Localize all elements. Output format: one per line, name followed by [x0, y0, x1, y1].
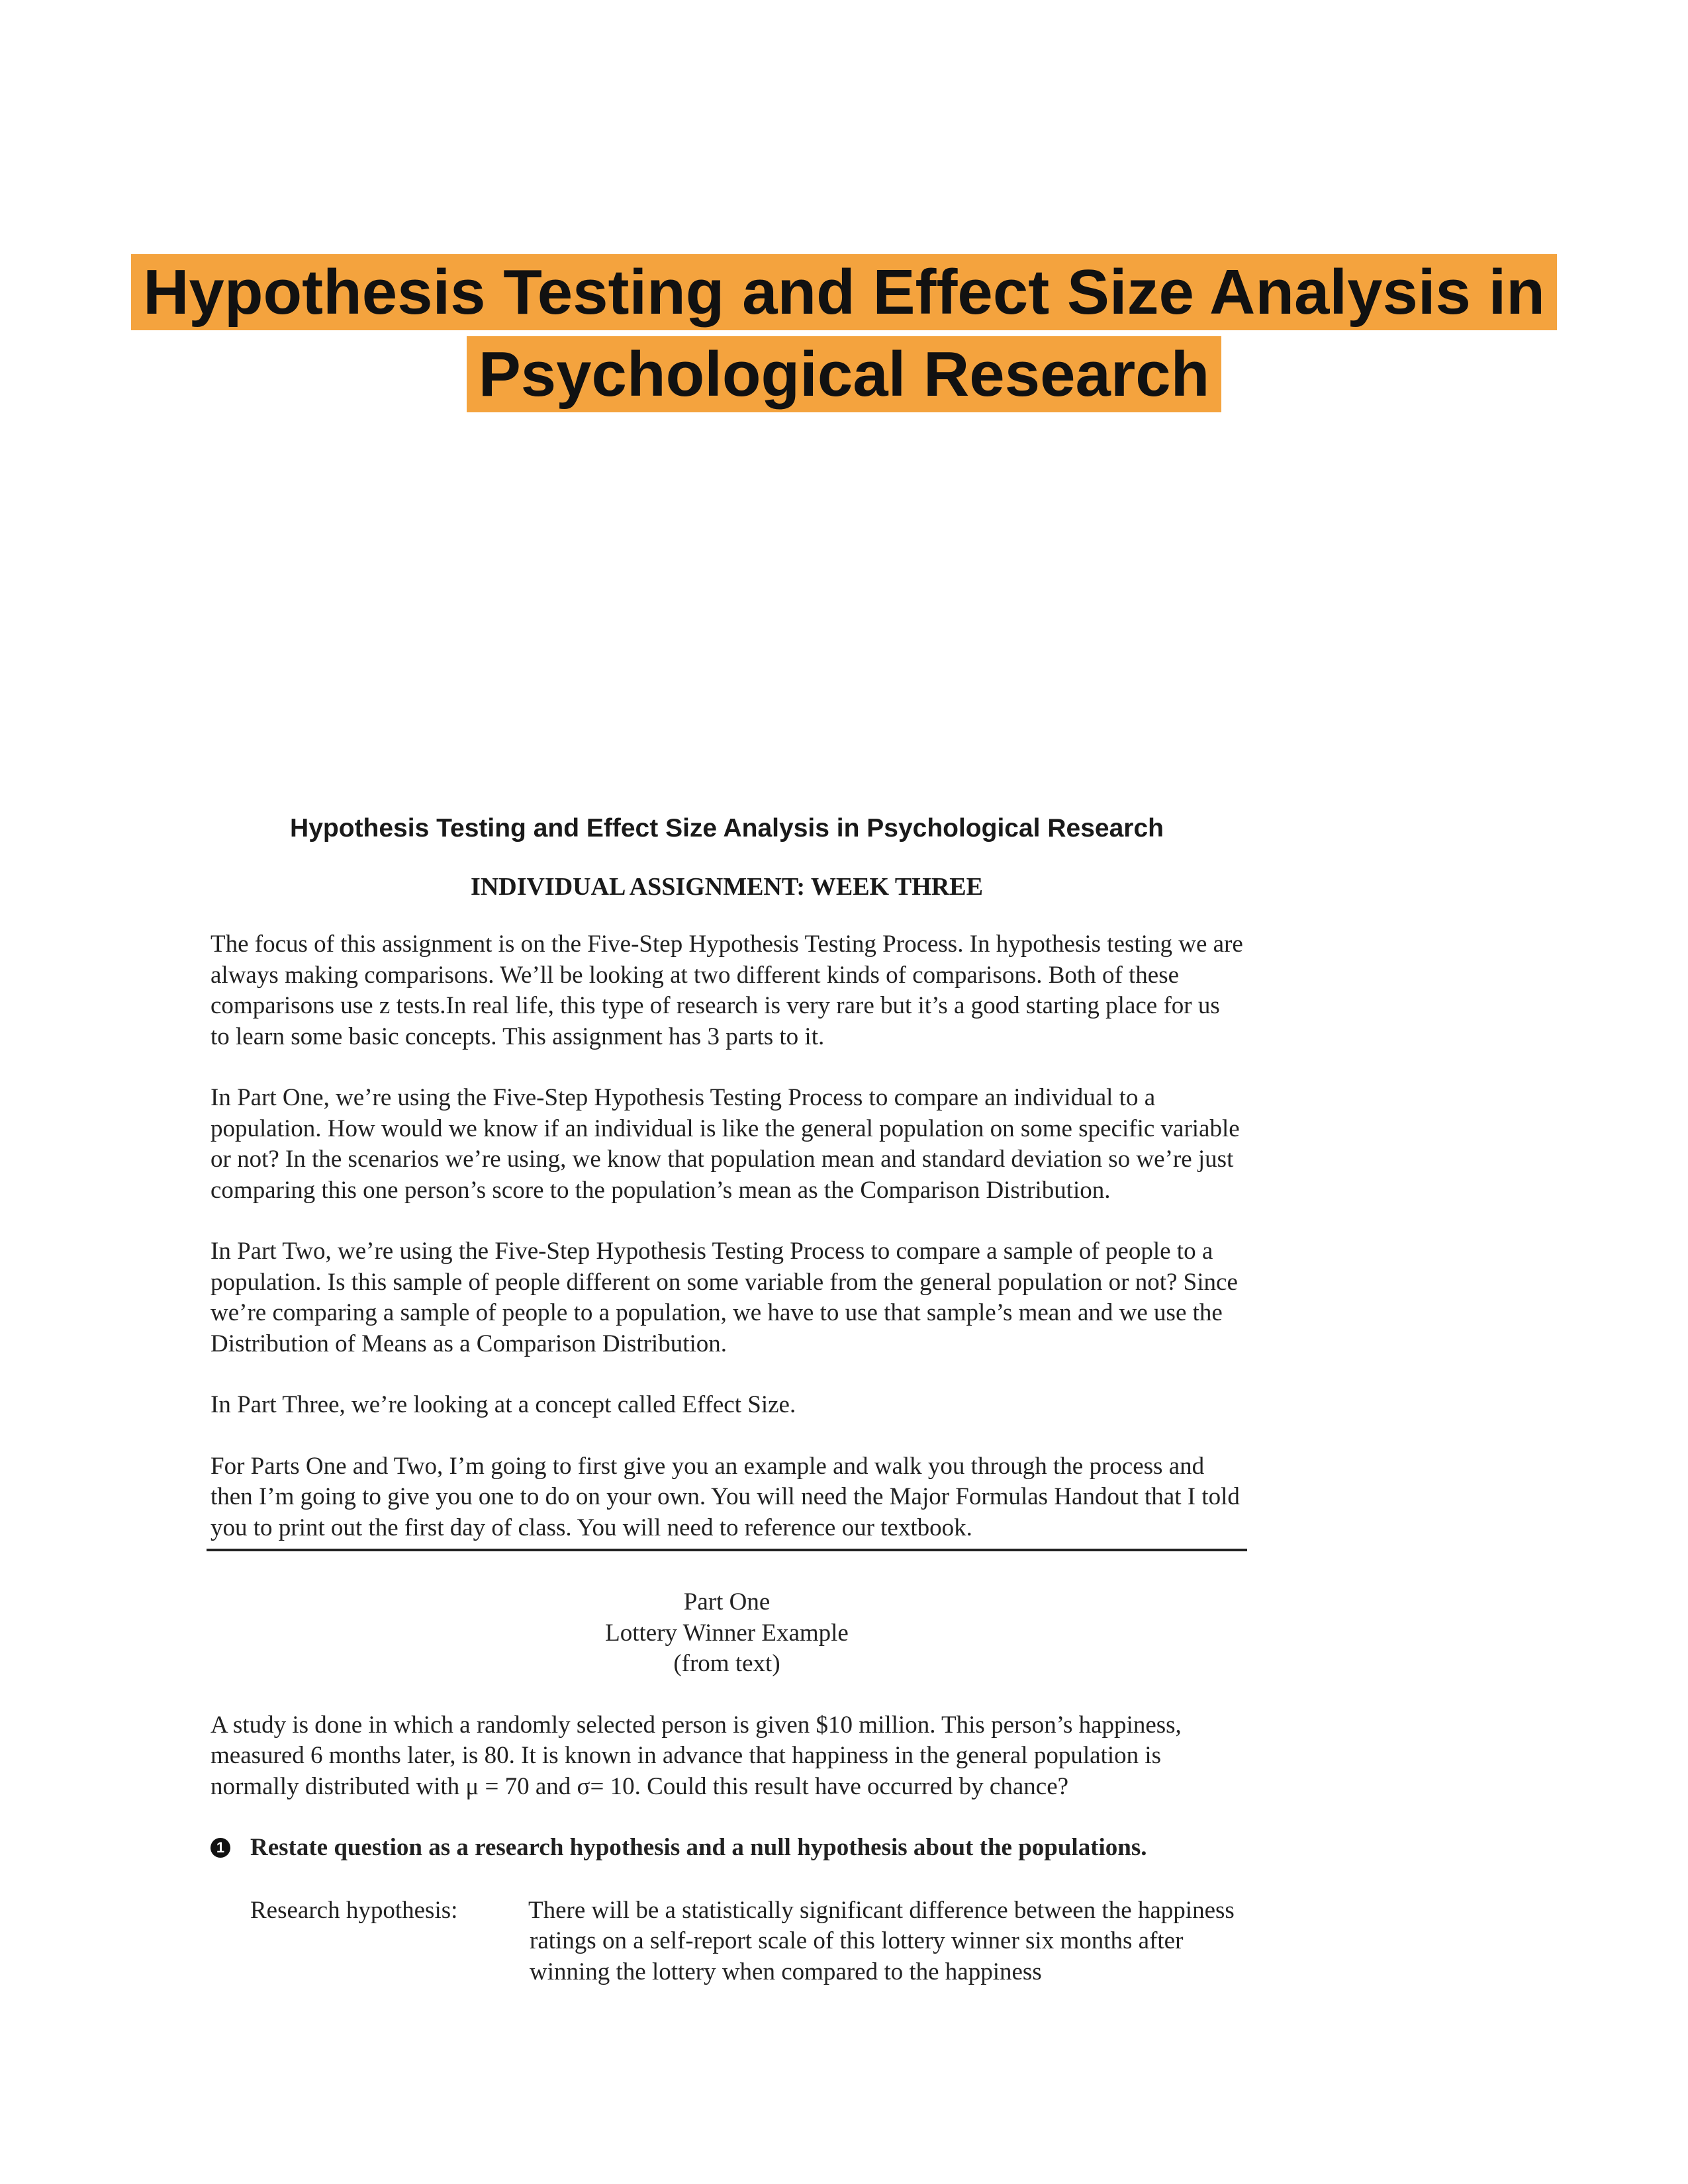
part-one-paragraph: In Part One, we’re using the Five-Step Hypothesis Testing Process to compare an individual to a population. How would we know if an individual is like the general population on some specific variable or not? In the scenarios we’re using, we know that population mean and standard deviation so we’re just comparing this one person’s score to the population’s mean as the Comparison Distribution. — [211, 1084, 1240, 1204]
intro-paragraph: The focus of this assignment is on the Five-Step Hypothesis Testing Process. In hypothesis testing we are always making comparisons. We’ll be looking at two different kinds of comparisons. Both of these comparisons use z tests.In real life, this type of research is very rare but it’s a good starting place for us to learn some basic concepts. This assignment has 3 parts to it. — [211, 931, 1243, 1050]
research-hypothesis-label: Research hypothesis: — [250, 1896, 458, 1924]
document-title: Hypothesis Testing and Effect Size Analysis in Psychological Research — [290, 814, 1164, 842]
step-1-text: Restate question as a research hypothesis and a null hypothesis about the populations. — [250, 1834, 1147, 1861]
banner-title-line-2: Psychological Research — [467, 336, 1222, 412]
document-page — [211, 814, 1243, 1987]
research-hypothesis — [211, 1895, 1243, 1988]
part-two-paragraph: In Part Two, we’re using the Five-Step Hypothesis Testing Process to compare a sample of people to a population. Is this sample of people different on some variable from the general population or not? Since we’re comparing a sample of people to a population, we have to use that sample’s mean and we use the Distribution of Means as a Comparison Distribution. — [211, 1238, 1238, 1357]
document-subtitle: INDIVIDUAL ASSIGNMENT: WEEK THREE — [471, 873, 983, 901]
example-paragraph: A study is done in which a randomly selected person is given $10 million. This person’s happiness, measured 6 months later, is 80. It is known in advance that happiness in the general population is normally distributed with μ = 70 and σ= 10. Could this result have occurred by chance? — [211, 1711, 1182, 1800]
step-1 — [211, 1833, 1243, 1864]
section-divider — [207, 1549, 1247, 1551]
part-heading-line-2: Lottery Winner Example — [605, 1619, 849, 1647]
step-number-icon: 1 — [211, 1838, 230, 1858]
part-heading-line-1: Part One — [683, 1588, 771, 1615]
part-heading-line-3: (from text) — [673, 1650, 780, 1677]
banner-title-line-1: Hypothesis Testing and Effect Size Analysis in — [131, 254, 1557, 330]
banner-title — [0, 251, 1688, 416]
instructions-paragraph: For Parts One and Two, I’m going to first give you an example and walk you through the process and then I’m going to give you one to do on your own. You will need the Major Formulas Handout that I told you to print out the first day of class. You will need to reference our textbook. — [211, 1452, 1240, 1541]
research-hypothesis-text: There will be a statistically significant difference between the happiness ratings on a self-report scale of this lottery winner six months after winning the lottery when compared to the happiness — [528, 1896, 1235, 1985]
part-three-paragraph: In Part Three, we’re looking at a concept called Effect Size. — [211, 1391, 796, 1418]
part-heading — [211, 1587, 1243, 1680]
